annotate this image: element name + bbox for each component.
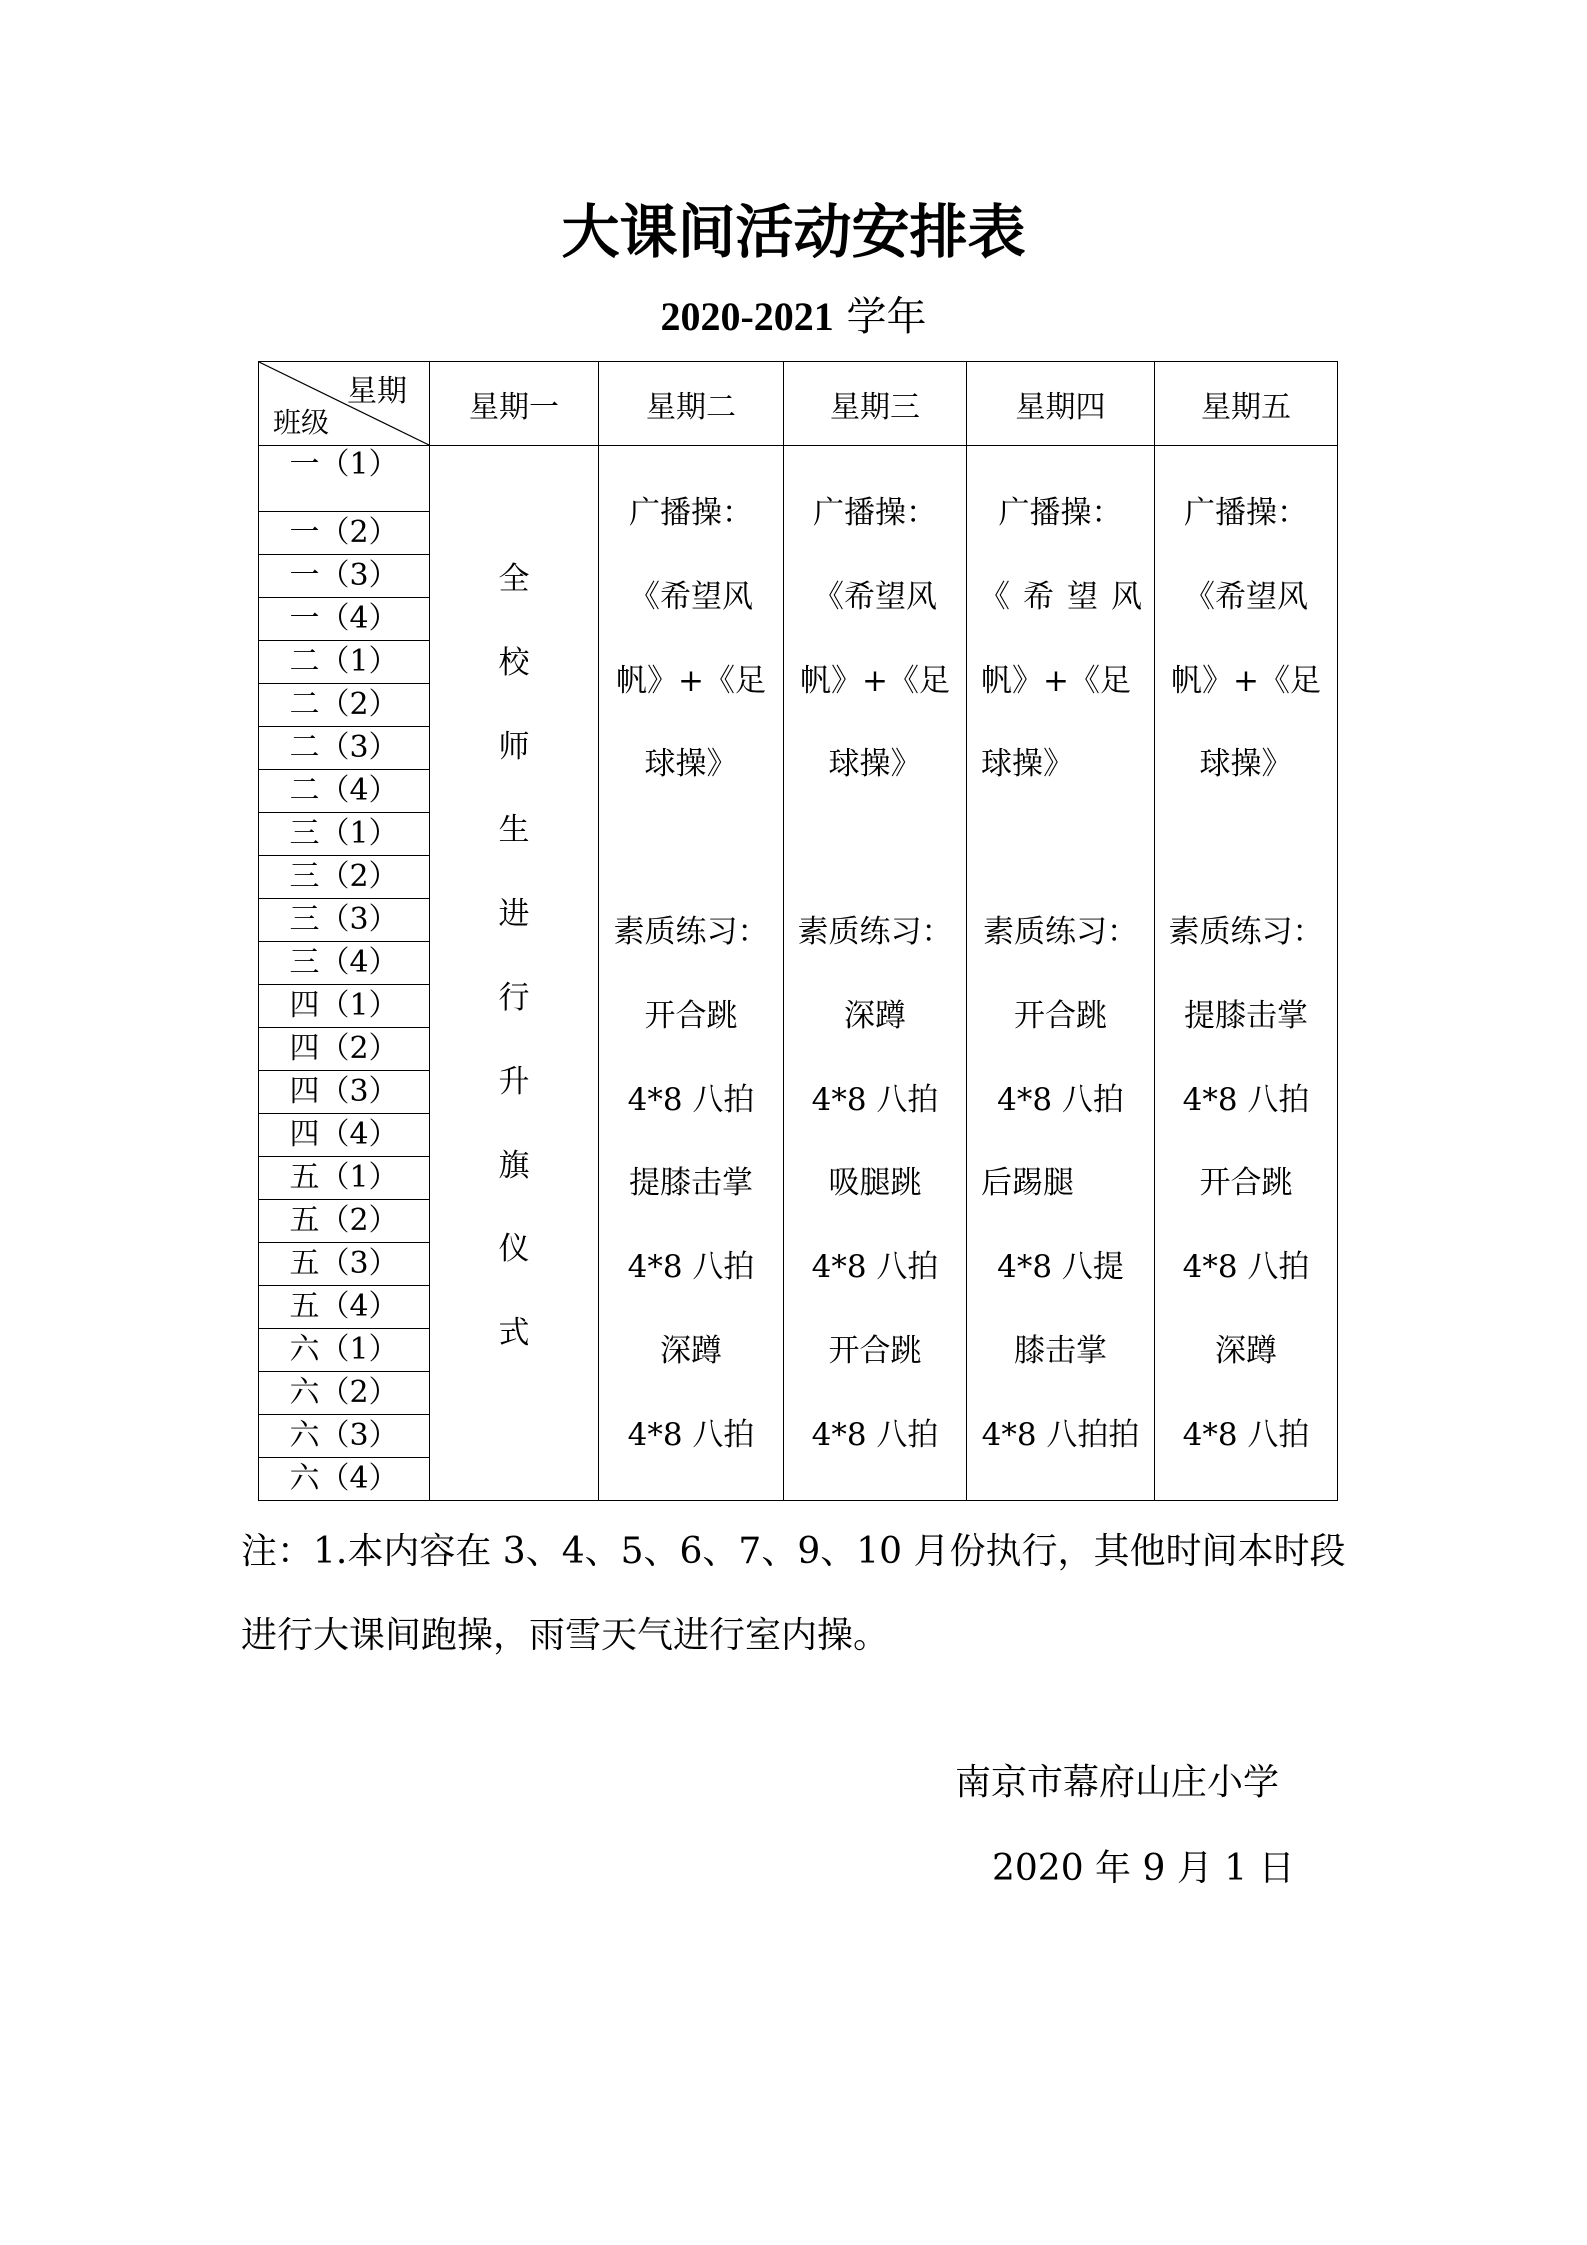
wednesday-activity-line: 4*8 八拍 <box>811 1081 939 1118</box>
tuesday-activity-line: 4*8 八拍 <box>627 1081 755 1118</box>
thursday-activity-cell <box>967 446 1155 1501</box>
class-cell: 一（3） <box>259 555 430 598</box>
day-header-friday: 星期五 <box>1155 362 1338 446</box>
class-cell: 四（3） <box>259 1071 430 1114</box>
monday-activity-char: 校 <box>498 644 530 681</box>
thursday-activity-line: 广播操： <box>998 495 1123 531</box>
tuesday-activity-line <box>599 807 783 891</box>
wednesday-activity-line: 广播操： <box>813 495 937 531</box>
friday-activity-line <box>1155 807 1337 891</box>
friday-activity-line: 《希望风 <box>1184 578 1308 615</box>
friday-activity-cell <box>1155 446 1338 1501</box>
page-subtitle <box>0 290 1587 344</box>
class-cell: 六（2） <box>259 1372 430 1415</box>
wednesday-activity-line: 素质练习： <box>797 913 953 950</box>
class-cell: 四（4） <box>259 1114 430 1157</box>
monday-activity-char: 全 <box>498 561 530 597</box>
class-cell: 六（4） <box>259 1458 430 1501</box>
school-year: 2020-2021 <box>660 294 834 339</box>
wednesday-activity-line: 4*8 八拍 <box>811 1249 939 1286</box>
class-cell: 四（2） <box>259 1028 430 1071</box>
monday-activity-char: 进 <box>498 896 530 933</box>
friday-activity-line: 深蹲 <box>1215 1332 1277 1369</box>
school-name: 南京市幕府山庄小学 <box>955 1762 1280 1803</box>
monday-activity-char: 行 <box>498 979 530 1016</box>
class-cell: 三（3） <box>259 899 430 942</box>
corner-label-class: 班级 <box>273 406 330 439</box>
class-cell: 五（3） <box>259 1243 430 1286</box>
spaced-char: 风 <box>1111 578 1142 615</box>
wednesday-activity-line: 深蹲 <box>844 997 906 1034</box>
tuesday-activity-line: 广播操： <box>629 495 753 531</box>
class-cell: 二（2） <box>259 684 430 727</box>
friday-activity-line: 开合跳 <box>1199 1165 1293 1202</box>
friday-activity-line: 球操》 <box>1199 746 1293 783</box>
class-cell: 五（1） <box>259 1157 430 1200</box>
tuesday-activity-line: 球操》 <box>644 746 738 783</box>
class-cell: 二（1） <box>259 641 430 684</box>
header-row <box>259 362 1338 446</box>
schedule-table <box>258 361 1338 1501</box>
class-cell: 三（1） <box>259 813 430 856</box>
day-header-tuesday: 星期二 <box>599 362 784 446</box>
thursday-activity-line <box>967 556 1154 640</box>
tuesday-activity-cell <box>599 446 784 1501</box>
thursday-activity-line: 膝击掌 <box>1014 1332 1107 1369</box>
tuesday-activity-line: 帆》+《足 <box>616 662 766 699</box>
monday-activity-char: 师 <box>498 728 530 765</box>
friday-activity-line: 4*8 八拍 <box>1182 1081 1310 1118</box>
class-cell: 六（1） <box>259 1329 430 1372</box>
tuesday-activity-line: 《希望风 <box>629 578 753 615</box>
day-header-monday: 星期一 <box>430 362 599 446</box>
corner-label-weekday: 星期 <box>347 374 407 409</box>
school-year-suffix: 学年 <box>833 294 927 340</box>
spaced-char: 望 <box>1067 578 1098 615</box>
thursday-activity-line: 4*8 八提 <box>997 1249 1124 1286</box>
class-cell: 三（4） <box>259 942 430 985</box>
note-line-2: 进行大课间跑操，雨雪天气进行室内操。 <box>241 1615 890 1656</box>
day-header-thursday: 星期四 <box>967 362 1155 446</box>
wednesday-activity-line: 4*8 八拍 <box>811 1416 939 1453</box>
wednesday-activity-line: 帆》+《足 <box>800 662 950 699</box>
tuesday-activity-line: 4*8 八拍 <box>627 1249 755 1286</box>
tuesday-activity-line: 深蹲 <box>660 1332 722 1369</box>
monday-activity-cell <box>430 446 599 1501</box>
spaced-char: 《 <box>979 578 1010 615</box>
monday-activity-char: 仪 <box>498 1231 530 1268</box>
wednesday-activity-cell <box>784 446 967 1501</box>
wednesday-activity-line: 开合跳 <box>828 1332 922 1369</box>
thursday-activity-line: 后踢腿 <box>981 1165 1074 1202</box>
class-cell: 六（3） <box>259 1415 430 1458</box>
class-cell: 二（3） <box>259 727 430 770</box>
friday-activity-line: 提膝击掌 <box>1184 997 1308 1034</box>
thursday-activity-line: 球操》 <box>981 746 1074 783</box>
tuesday-activity-line: 素质练习： <box>613 913 769 950</box>
tuesday-activity-line: 4*8 八拍 <box>627 1416 755 1453</box>
thursday-activity-line: 帆》+《足 <box>981 662 1131 699</box>
thursday-activity-line: 4*8 八拍拍 <box>981 1416 1140 1453</box>
class-cell: 一（4） <box>259 598 430 641</box>
monday-activity-char: 生 <box>498 812 530 849</box>
note <box>241 1510 1361 1678</box>
thursday-activity-line <box>967 807 1154 891</box>
friday-activity-line: 4*8 八拍 <box>1182 1416 1310 1453</box>
note-line-1: 注：1.本内容在 3、4、5、6、7、9、10 月份执行，其他时间本时段 <box>241 1531 1346 1572</box>
spaced-char: 希 <box>1023 578 1054 615</box>
wednesday-activity-line <box>784 807 966 891</box>
friday-activity-line: 帆》+《足 <box>1171 662 1321 699</box>
day-header-wednesday: 星期三 <box>784 362 967 446</box>
friday-activity-line: 4*8 八拍 <box>1182 1249 1310 1286</box>
page-title: 大课间活动安排表 <box>561 198 1026 266</box>
class-cell: 三（2） <box>259 856 430 899</box>
table-row <box>259 446 1338 512</box>
class-cell: 五（4） <box>259 1286 430 1329</box>
wednesday-activity-line: 《希望风 <box>813 578 937 615</box>
wednesday-activity-line: 吸腿跳 <box>828 1165 922 1202</box>
class-cell: 一（2） <box>259 512 430 555</box>
class-cell: 二（4） <box>259 770 430 813</box>
document-date: 2020 年 9 月 1 日 <box>992 1848 1295 1889</box>
corner-header-cell <box>259 362 430 446</box>
tuesday-activity-line: 提膝击掌 <box>629 1165 753 1202</box>
thursday-activity-line: 素质练习： <box>983 913 1138 950</box>
class-cell: 五（2） <box>259 1200 430 1243</box>
class-cell: 一（1） <box>259 446 430 512</box>
friday-activity-line: 广播操： <box>1184 495 1308 531</box>
class-cell: 四（1） <box>259 985 430 1028</box>
monday-activity-char: 升 <box>498 1063 530 1100</box>
thursday-activity-line: 开合跳 <box>1014 997 1107 1034</box>
wednesday-activity-line: 球操》 <box>828 746 922 783</box>
monday-activity-char: 式 <box>498 1315 530 1352</box>
thursday-activity-line: 4*8 八拍 <box>997 1081 1124 1118</box>
monday-activity-char: 旗 <box>498 1147 530 1184</box>
tuesday-activity-line: 开合跳 <box>644 997 738 1034</box>
friday-activity-line: 素质练习： <box>1168 913 1324 950</box>
